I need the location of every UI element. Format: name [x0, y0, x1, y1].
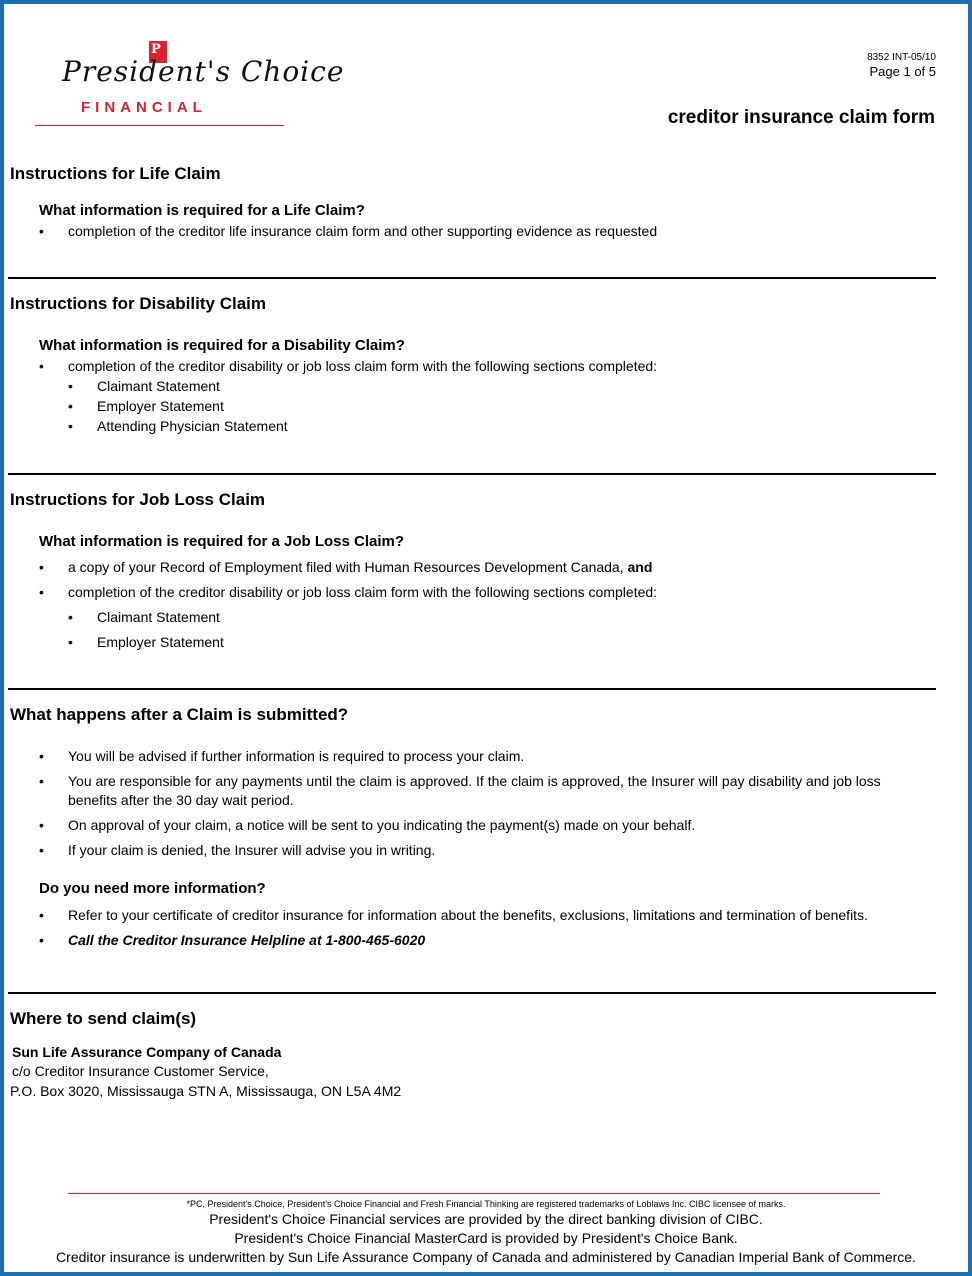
disability-sub-2: Employer Statement	[97, 398, 224, 414]
after-item-1: You will be advised if further information is required to process your claim.	[68, 748, 525, 764]
section-divider	[8, 688, 936, 690]
bullet: •	[39, 817, 44, 833]
disability-subheading: What information is required for a Disability Claim?	[39, 337, 405, 354]
send-line-2: c/o Creditor Insurance Customer Service,	[12, 1063, 269, 1079]
after-item-2-line-1: You are responsible for any payments until the claim is approved. If the claim is approved, the Insurer will pay disability and job loss	[68, 773, 881, 789]
life-item-1: completion of the creditor life insurance claim form and other supporting evidence as requested	[68, 223, 658, 239]
form-title: creditor insurance claim form	[667, 107, 935, 128]
disability-sub-3: Attending Physician Statement	[97, 418, 288, 434]
bullet: •	[39, 358, 44, 374]
bullet: •	[39, 748, 44, 764]
after-item-4: If your claim is denied, the Insurer will advise you in writing.	[68, 842, 436, 858]
bullet: •	[39, 932, 44, 948]
footer-divider	[68, 1193, 880, 1194]
footer-trademark: *PC, President's Choice, President's Choice Financial and Fresh Financial Thinking are registered trademarks of Loblaws Inc. CIBC licensee of marks.	[186, 1199, 786, 1209]
logo-financial: FINANCIAL	[81, 99, 207, 116]
send-heading: Where to send claim(s)	[10, 1009, 197, 1028]
after-item-3: On approval of your claim, a notice will be sent to you indicating the payment(s) made on your behalf.	[68, 817, 696, 833]
bullet: •	[39, 842, 44, 858]
life-subheading: What information is required for a Life Claim?	[39, 202, 365, 219]
send-address: P.O. Box 3020, Mississauga STN A, Mississauga, ON L5A 4M2	[10, 1083, 402, 1099]
more-item-1: Refer to your certificate of creditor insurance for information about the benefits, exclusions, limitations and termination of benefits.	[68, 907, 868, 923]
after-item-2-line-2: benefits after the 30 day wait period.	[68, 792, 294, 808]
jobloss-item-1-and: and	[627, 559, 653, 575]
life-heading: Instructions for Life Claim	[10, 164, 221, 183]
form-number: 8352 INT-05/10	[867, 52, 936, 63]
bullet: •	[68, 378, 73, 394]
bullet: •	[39, 223, 44, 239]
jobloss-sub-1: Claimant Statement	[97, 609, 220, 625]
jobloss-item-1	[68, 559, 652, 575]
disability-heading: Instructions for Disability Claim	[10, 294, 266, 313]
logo-wordmark: President's Choice	[62, 55, 345, 88]
footer-line-2: President's Choice Financial MasterCard is provided by President's Choice Bank.	[234, 1230, 738, 1246]
bullet: •	[68, 634, 73, 650]
bullet: •	[39, 584, 44, 600]
bullet: •	[39, 559, 44, 575]
jobloss-subheading: What information is required for a Job Loss Claim?	[39, 533, 405, 550]
jobloss-item-1-text: a copy of your Record of Employment filed with Human Resources Development Canada,	[68, 559, 624, 575]
bullet: •	[68, 398, 73, 414]
pc-logo-icon: P	[149, 41, 167, 63]
section-divider	[8, 992, 936, 994]
footer-line-3: Creditor insurance is underwritten by Sun Life Assurance Company of Canada and administered by Canadian Imperial Bank of Commerce.	[56, 1249, 916, 1265]
bullet: •	[68, 418, 73, 434]
send-company: Sun Life Assurance Company of Canada	[12, 1044, 282, 1060]
jobloss-sub-2: Employer Statement	[97, 634, 224, 650]
jobloss-item-2: completion of the creditor disability or job loss claim form with the following sections completed:	[68, 584, 658, 600]
more-heading: Do you need more information?	[39, 880, 266, 897]
helpline-text: Call the Creditor Insurance Helpline at 1-800-465-6020	[68, 932, 426, 948]
disability-sub-1: Claimant Statement	[97, 378, 220, 394]
section-divider	[8, 473, 936, 475]
bullet: •	[39, 773, 44, 789]
jobloss-heading: Instructions for Job Loss Claim	[10, 490, 266, 509]
section-divider	[8, 277, 936, 279]
bullet: •	[68, 609, 73, 625]
after-heading: What happens after a Claim is submitted?	[10, 705, 349, 724]
disability-item-1: completion of the creditor disability or job loss claim form with the following sections completed:	[68, 358, 658, 374]
bullet: •	[39, 907, 44, 923]
logo-divider	[35, 125, 284, 126]
page-indicator: Page 1 of 5	[869, 64, 936, 79]
footer-line-1: President's Choice Financial services are provided by the direct banking division of CIBC.	[209, 1211, 763, 1227]
